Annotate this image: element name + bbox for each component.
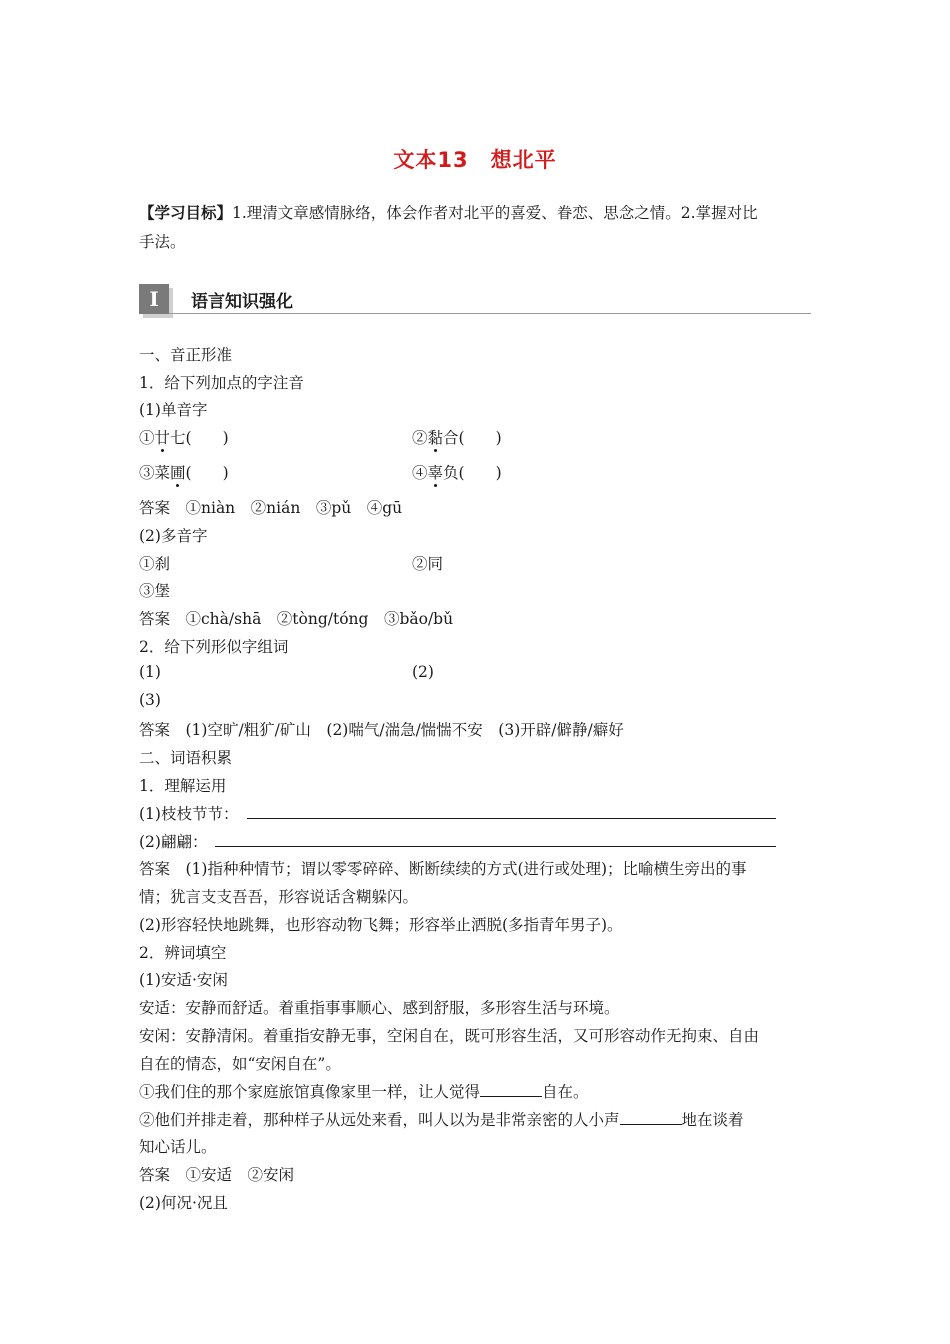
q2-item-1: (1) xyxy=(139,663,161,681)
fill-sentence-2-cont: 知心话儿。 xyxy=(139,1138,217,1156)
part2-q2-sub1: (1)安适·安闲 xyxy=(139,971,228,989)
part2-q2-sub2: (2)何况·况且 xyxy=(139,1194,228,1212)
definition-anxian-1: 安闲：安静清闲。着重指安静无事，空闲自在，既可形容生活，又可形容动作无拘束、自由 xyxy=(139,1027,760,1045)
section-header xyxy=(139,284,811,314)
single-item-4: ④辜负( ) xyxy=(412,464,502,482)
dotted-char: 黏 xyxy=(427,429,444,447)
definition-anshi: 安适：安静而舒适。着重指事事顺心、感到舒服，多形容生活与环境。 xyxy=(139,999,620,1017)
fill-blank xyxy=(620,1110,682,1125)
section-title: 语言知识强化 xyxy=(191,292,293,312)
fill-blank xyxy=(480,1082,542,1097)
section-badge: I xyxy=(139,284,169,314)
multi-item-2: ②同 xyxy=(412,555,444,573)
dotted-char: 圃 xyxy=(170,464,186,482)
objective-text-cont: 手法。 xyxy=(139,233,186,251)
dotted-char: 辜 xyxy=(427,464,444,482)
part1-q1-sub2: (2)多音字 xyxy=(139,527,208,545)
part2-q1-a: (1)枝枝节节： xyxy=(139,805,239,823)
answer-multi: 答案 ①chà/shā ②tòng/tóng ③bǎo/bǔ xyxy=(139,610,454,628)
objective-label: 【学习目标】 xyxy=(139,203,233,222)
multi-item-3: ③堡 xyxy=(139,582,171,600)
dotted-char: 廿 xyxy=(154,429,171,447)
part1-q1-sub1: (1)单音字 xyxy=(139,401,208,419)
part1-q2: 2．给下列形似字组词 xyxy=(139,638,289,656)
part2-q1-b: (2)翩翩： xyxy=(139,833,208,851)
fill-sentence-1: ①我们住的那个家庭旅馆真像家里一样，让人觉得 自在。 xyxy=(139,1083,589,1101)
part2-q2: 2．辨词填空 xyxy=(139,944,227,962)
q2-item-2: (2) xyxy=(412,663,434,681)
part1-heading: 一、音正形准 xyxy=(139,346,233,364)
q2-item-3: (3) xyxy=(139,691,161,709)
page-title: 文本13 想北平 xyxy=(393,148,557,172)
single-item-3: ③菜圃( ) xyxy=(139,464,229,482)
part1-q1: 1．给下列加点的字注音 xyxy=(139,374,304,392)
single-item-2: ②黏合( ) xyxy=(412,429,502,447)
answer-fill: 答案 ①安适 ②安闲 xyxy=(139,1166,295,1184)
part2-q1: 1．理解运用 xyxy=(139,777,227,795)
answer-similar-chars: 答案 (1)空旷/粗犷/矿山 (2)喘气/湍急/惴惴不安 (3)开辟/僻静/癖好 xyxy=(139,721,624,739)
section-underline xyxy=(169,313,811,314)
answer-blank-line xyxy=(215,846,776,847)
part2-heading: 二、词语积累 xyxy=(139,749,233,767)
fill-sentence-2: ②他们并排走着，那种样子从远处来看，叫人以为是非常亲密的人小声 地在谈着 xyxy=(139,1111,744,1129)
definition-anxian-2: 自在的情态，如“安闲自在”。 xyxy=(139,1055,341,1073)
single-item-1: ①廿七( ) xyxy=(139,429,229,447)
answer-understand-1: 答案 (1)指种种情节；谓以零零碎碎、断断续续的方式(进行或处理)；比喻横生旁出的事 xyxy=(139,860,747,878)
multi-item-1: ①刹 xyxy=(139,555,171,573)
answer-understand-3: (2)形容轻快地跳舞，也形容动物飞舞；形容举止洒脱(多指青年男子)。 xyxy=(139,916,623,934)
objective-text: 1.理清文章感情脉络，体会作者对北平的喜爱、眷恋、思念之情。2.掌握对比 xyxy=(232,204,758,222)
answer-single: 答案 ①niàn ②nián ③pǔ ④gū xyxy=(139,499,403,517)
answer-blank-line xyxy=(247,818,776,819)
learning-objective xyxy=(139,201,758,223)
answer-understand-2: 情；犹言支支吾吾，形容说话含糊躲闪。 xyxy=(139,888,419,906)
